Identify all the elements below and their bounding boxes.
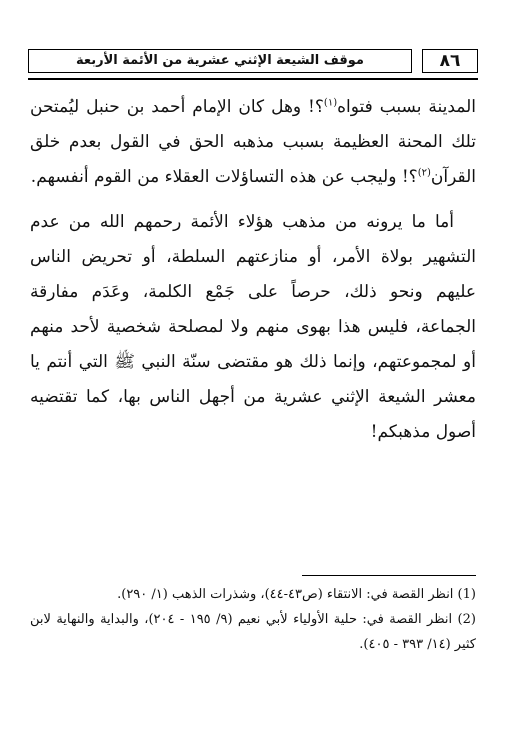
footnote-ref-1: (١): [323, 97, 338, 109]
footnote-ref-2: (٢): [417, 167, 431, 179]
running-title: موقف الشيعة الإثني عشرية من الأئمة الأربعة: [28, 49, 412, 73]
paragraph-1-part-3: ؟! وليجب عن هذه التساؤلات العقلاء من القوم أنفسهم.: [30, 167, 418, 187]
footnote-1: (1) انظر القصة في: الانتقاء (ص٤٣-٤٤)، وشذرات الذهب (١/ ٢٩٠).: [117, 587, 476, 602]
page-header: [28, 46, 478, 80]
paragraph-1-part-1: المدينة بسبب فتواه: [337, 97, 476, 117]
main-text: [30, 90, 476, 450]
paragraph-1: [30, 90, 476, 195]
footnote-separator: [302, 575, 476, 576]
footnote-2: (2) انظر القصة في: حلية الأولياء لأبي نعيم (٩/ ١٩٥ - ٢٠٤)، والبداية والنهاية لابن كثير (١٤/ ٣٩٣ - ٤٠٥).: [30, 612, 476, 652]
paragraph-2: أما ما يرونه من مذهب هؤلاء الأئمة رحمهم الله من عدم التشهير بولاة الأمر، أو منازعتهم السلطة، أو تحريض الناس عليهم ونحو ذلك، حرصاً على جَمْع الكلمة، وعَدَم مفارقة الجماعة، فليس هذا بهوى منهم ولا لمصلحة شخصية لأحد منهم أو لمجموعتهم، وإنما ذلك هو مقتضى سنّة النبي ﷺ التي أنتم يا معشر الشيعة الإثني عشرية من أجهل الناس بها، كما تقتضيه أصول مذهبكم!: [30, 212, 476, 442]
page-number: ٨٦: [422, 49, 478, 73]
paragraph-1-part-2: ؟! وهل كان الإمام أحمد بن حنبل ليُمتحن تلك المحنة العظيمة بسبب مذهبه الحق في القول بعدم خلق القرآن: [30, 97, 476, 187]
footnotes: [30, 582, 476, 657]
